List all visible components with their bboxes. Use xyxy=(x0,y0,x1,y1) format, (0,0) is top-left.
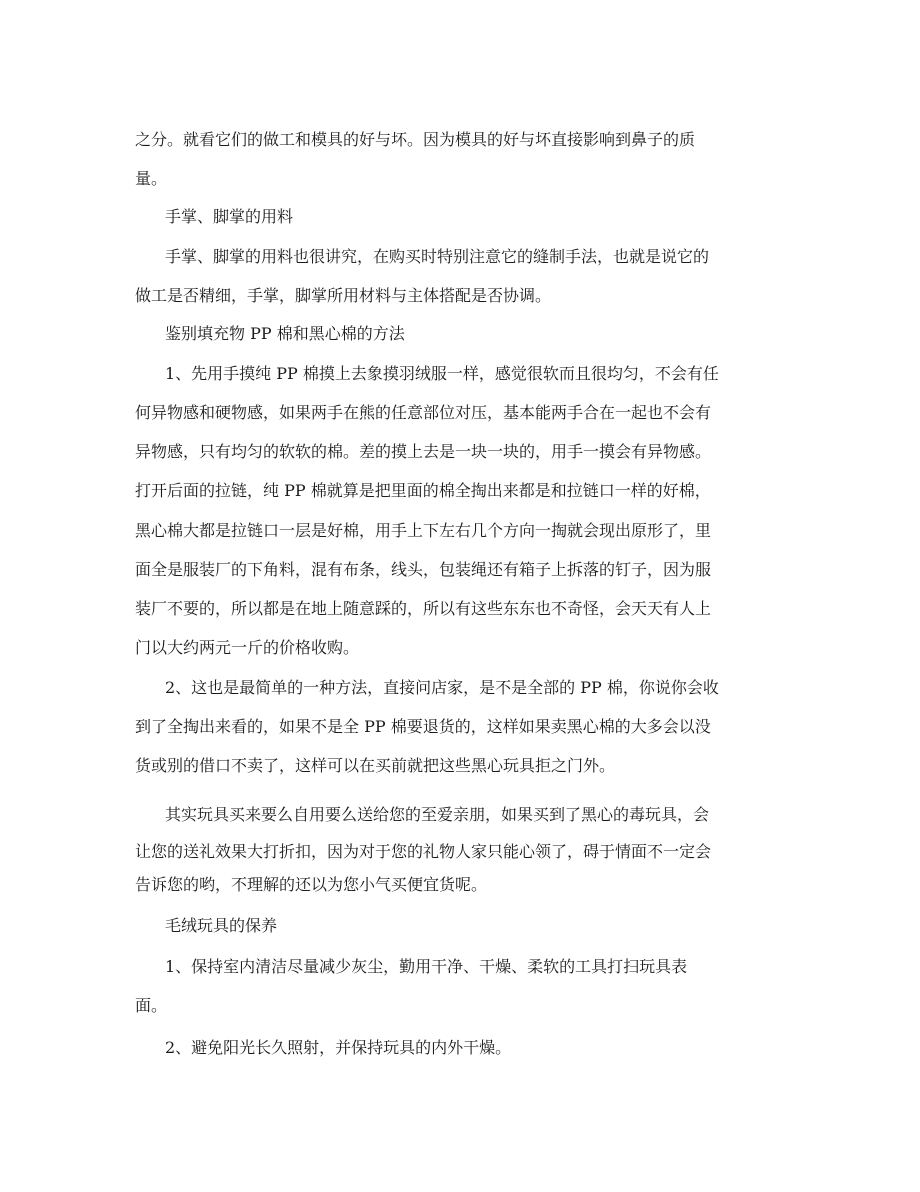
text-line: 其实玩具买来要么自用要么送给您的至爱亲朋，如果买到了黑心的毒玩具，会 xyxy=(165,805,710,824)
text-line: 手掌、脚掌的用料也很讲究，在购买时特别注意它的缝制手法，也就是说它的 xyxy=(165,247,710,266)
text-line: 做工是否精细，手掌，脚掌所用材料与主体搭配是否协调。 xyxy=(135,286,552,305)
section-heading: 手掌、脚掌的用料 xyxy=(165,207,294,226)
section-heading: 鉴别填充物 PP 棉和黑心棉的方法 xyxy=(165,324,405,343)
text-line: 2、这也是最简单的一种方法，直接问店家，是不是全部的 PP 棉，你说你会收 xyxy=(165,678,719,697)
text-line: 货或别的借口不卖了，这样可以在买前就把这些黑心玩具拒之门外。 xyxy=(135,756,616,775)
text-line: 打开后面的拉链，纯 PP 棉就算是把里面的棉全掏出来都是和拉链口一样的好棉， xyxy=(135,481,711,500)
text-line: 门以大约两元一斤的价格收购。 xyxy=(135,638,360,657)
text-line: 量。 xyxy=(135,169,168,188)
text-line: 之分。就看它们的做工和模具的好与坏。因为模具的好与坏直接影响到鼻子的质 xyxy=(135,130,696,149)
text-line: 1、保持室内清洁尽量减少灰尘，勤用干净、干燥、柔软的工具打扫玩具表 xyxy=(165,957,688,976)
text-line: 面全是服装厂的下角料，混有布条，线头，包装绳还有箱子上拆落的钉子，因为服 xyxy=(135,560,712,579)
text-line: 异物感，只有均匀的软软的棉。差的摸上去是一块一块的，用手一摸会有异物感。 xyxy=(135,442,712,461)
text-line: 面。 xyxy=(135,996,168,1015)
text-line: 告诉您的哟，不理解的还以为您小气买便宜货呢。 xyxy=(135,875,488,894)
text-line: 1、先用手摸纯 PP 棉摸上去象摸羽绒服一样，感觉很软而且很均匀，不会有任 xyxy=(165,364,719,383)
text-line: 装厂不要的，所以都是在地上随意踩的，所以有这些东东也不奇怪，会天天有人上 xyxy=(135,599,712,618)
section-heading: 毛绒玩具的保养 xyxy=(165,916,278,935)
text-line: 到了全掏出来看的，如果不是全 PP 棉要退货的，这样如果卖黑心棉的大多会以没 xyxy=(135,717,711,736)
text-line: 黑心棉大都是拉链口一层是好棉，用手上下左右几个方向一掏就会现出原形了，里 xyxy=(135,521,712,540)
text-line: 让您的送礼效果大打折扣，因为对于您的礼物人家只能心领了，碍于情面不一定会 xyxy=(135,842,712,861)
text-line: 2、避免阳光长久照射，并保持玩具的内外干燥。 xyxy=(165,1038,512,1057)
text-line: 何异物感和硬物感，如果两手在熊的任意部位对压，基本能两手合在一起也不会有 xyxy=(135,403,712,422)
